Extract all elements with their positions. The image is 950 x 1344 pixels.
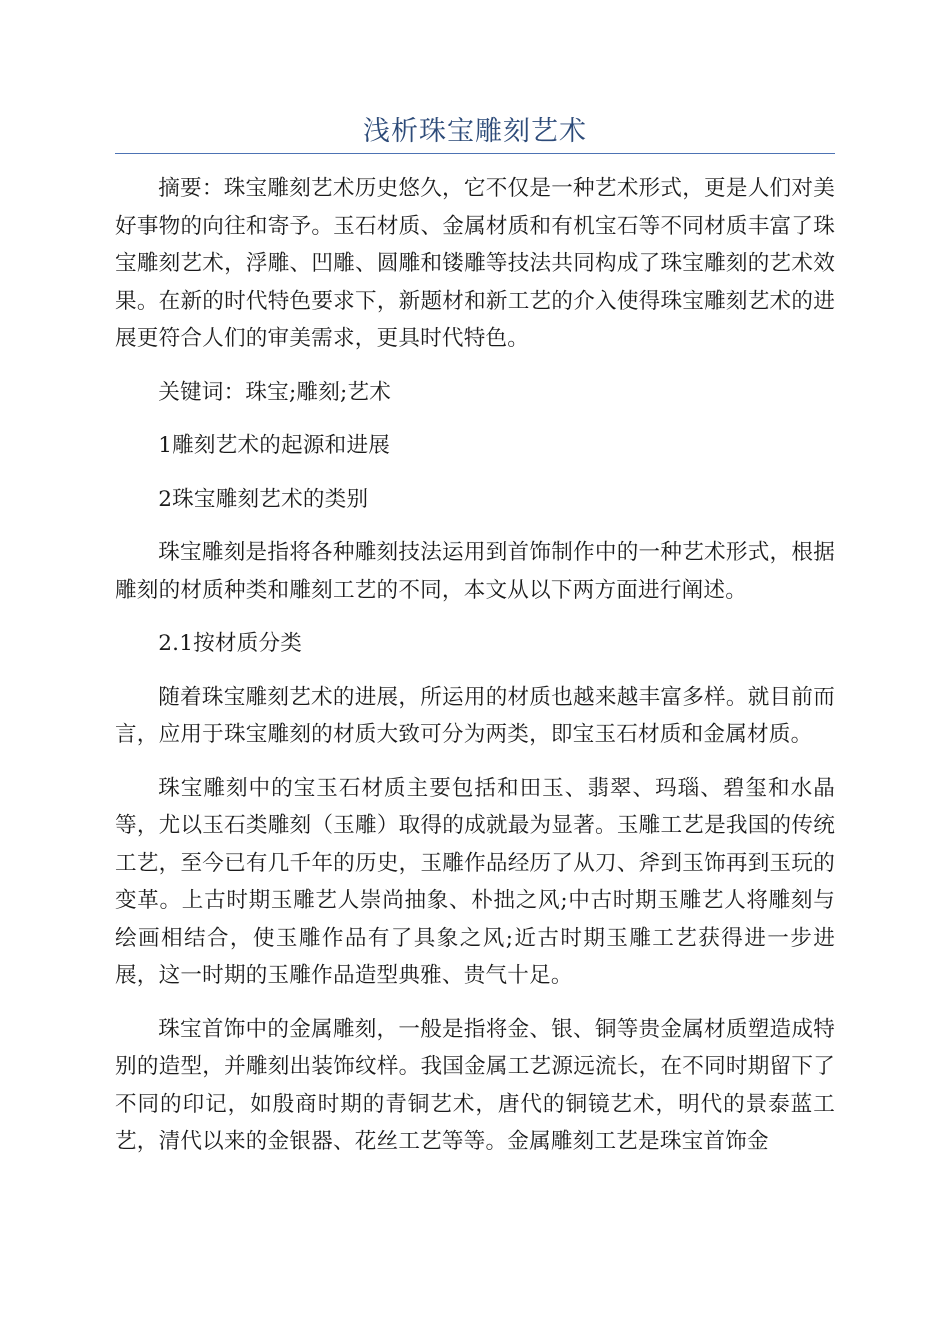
document-body <box>115 170 835 1177</box>
section-heading-1: 1雕刻艺术的起源和进展 <box>158 433 391 458</box>
title-underline <box>115 153 835 154</box>
body-paragraph: 珠宝首饰中的金属雕刻，一般是指将金、银、铜等贵金属材质塑造成特别的造型，并雕刻出装饰纹样。我国金属工艺源远流长，在不同时期留下了不同的印记，如殷商时期的青铜艺术，唐代的铜镜艺术，明代的景泰蓝工艺，清代以来的金银器、花丝工艺等等。金属雕刻工艺是珠宝首饰金 <box>115 1016 835 1154</box>
body-paragraph: 珠宝雕刻是指将各种雕刻技法运用到首饰制作中的一种艺术形式，根据雕刻的材质种类和雕刻工艺的不同，本文从以下两方面进行阐述。 <box>115 540 835 603</box>
body-paragraph: 随着珠宝雕刻艺术的进展，所运用的材质也越来越丰富多样。就目前而言，应用于珠宝雕刻的材质大致可分为两类，即宝玉石材质和金属材质。 <box>115 684 835 747</box>
keywords-paragraph: 关键词：珠宝;雕刻;艺术 <box>158 379 392 405</box>
subsection-heading-2-1: 2.1按材质分类 <box>158 631 303 656</box>
abstract-paragraph: 摘要：珠宝雕刻艺术历史悠久，它不仅是一种艺术形式，更是人们对美好事物的向往和寄予。玉石材质、金属材质和有机宝石等不同材质丰富了珠宝雕刻艺术，浮雕、凹雕、圆雕和镂雕等技法共同构成了珠宝雕刻的艺术效果。在新的时代特色要求下，新题材和新工艺的介入使得珠宝雕刻艺术的进展更符合人们的审美需求，更具时代特色。 <box>115 176 835 351</box>
body-paragraph: 珠宝雕刻中的宝玉石材质主要包括和田玉、翡翠、玛瑙、碧玺和水晶等，尤以玉石类雕刻（玉雕）取得的成就最为显著。玉雕工艺是我国的传统工艺，至今已有几千年的历史，玉雕作品经历了从刀、斧到玉饰再到玉玩的变革。上古时期玉雕艺人崇尚抽象、朴拙之风;中古时期玉雕艺人将雕刻与绘画相结合，使玉雕作品有了具象之风;近古时期玉雕工艺获得进一步进展，这一时期的玉雕作品造型典雅、贵气十足。 <box>115 775 835 988</box>
document-title: 浅析珠宝雕刻艺术 <box>363 116 587 147</box>
section-heading-2: 2珠宝雕刻艺术的类别 <box>158 486 369 512</box>
